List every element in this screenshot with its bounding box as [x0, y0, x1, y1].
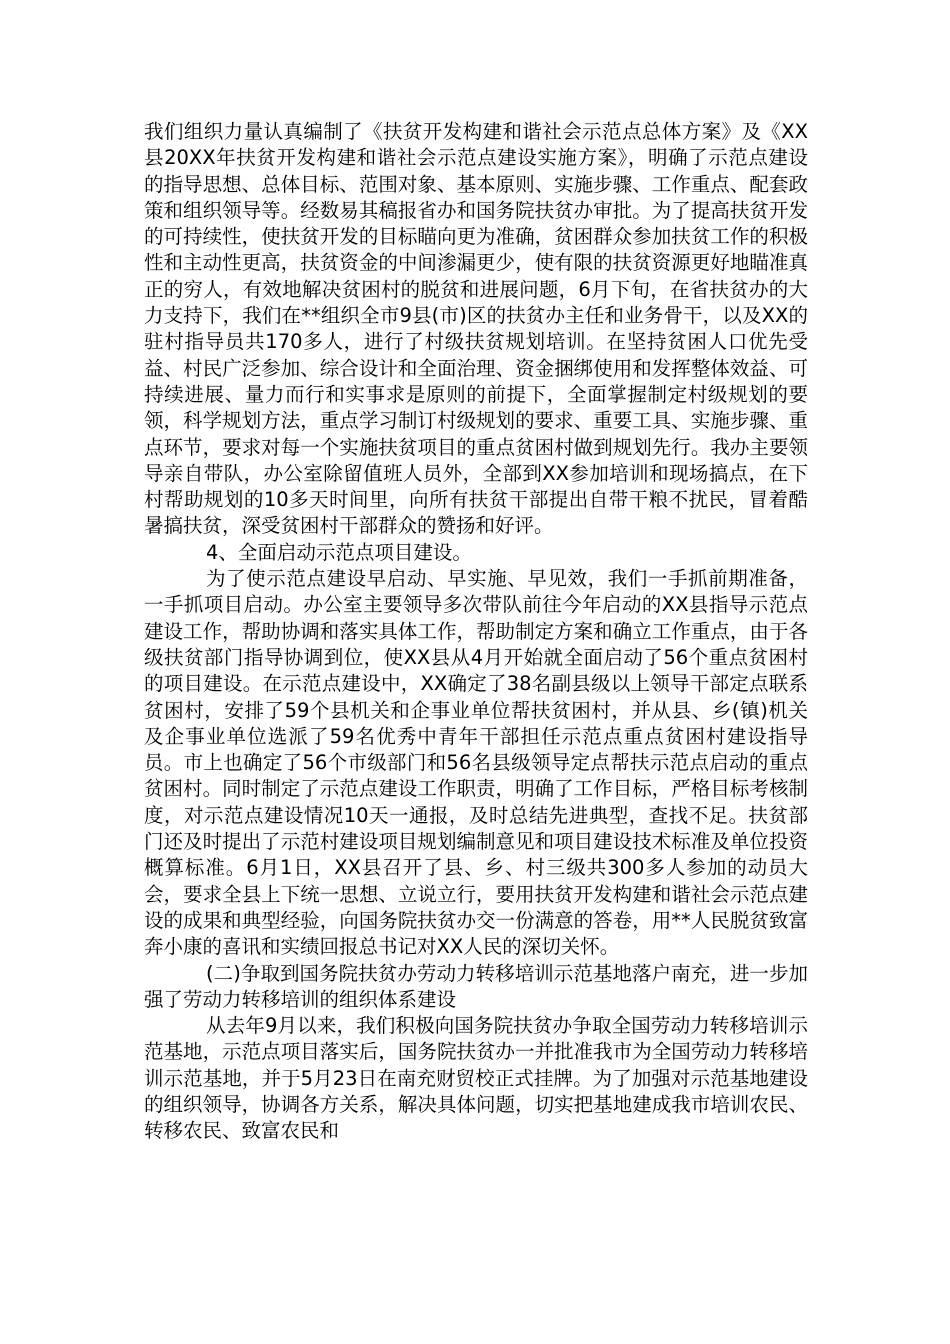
paragraph-section-heading-2: (二)争取到国务院扶贫办劳动力转移培训示范基地落户南充，进一步加强了劳动力转移培训的组织体系建设 — [144, 961, 808, 1011]
paragraph-training-base: 从去年9月以来，我们积极向国务院扶贫办争取全国劳动力转移培训示范基地，示范点项目落实后，国务院扶贫办一并批准我市为全国劳动力转移培训示范基地，并于5月23日在南充财贸校正式挂牌。为了加强对示范基地建设的组织领导，协调各方关系，解决具体问题，切实把基地建成我市培训农民、转移农民、致富农民和 — [144, 1014, 808, 1143]
paragraph-plan-compilation: 我们组织力量认真编制了《扶贫开发构建和谐社会示范点总体方案》及《XX县20XX年扶贫开发构建和谐社会示范点建设实施方案》，明确了示范点建设的指导思想、总体目标、范围对象、基本原则、实施步骤、工作重点、配套政策和组织领导等。经数易其稿报省办和国务院扶贫办审批。为了提高扶贫开发的可持续性，使扶贫开发的目标瞄向更为准确，贫困群众参加扶贫工作的积极性和主动性更高，扶贫资金的中间渗漏更少，使有限的扶贫资源更好地瞄准真正的穷人，有效地解决贫困村的脱贫和进展问题，6月下旬，在省扶贫办的大力支持下，我们在**组织全市9县(市)区的扶贫办主任和业务骨干，以及XX的驻村指导员共170多人，进行了村级扶贫规划培训。在坚持贫困人口优先受益、村民广泛参加、综合设计和全面治理、资金捆绑使用和发挥整体效益、可持续进展、量力而行和实事求是原则的前提下，全面掌握制定村级规划的要领，科学规划方法，重点学习制订村级规划的要求、重要工具、实施步骤、重点环节，要求对每一个实施扶贫项目的重点贫困村做到规划先行。我办主要领导亲自带队，办公室除留值班人员外，全部到XX参加培训和现场搞点，在下村帮助规划的10多天时间里，向所有扶贫干部提出自带干粮不扰民，冒着酷暑搞扶贫，深受贫困村干部群众的赞扬和好评。 — [144, 120, 808, 538]
paragraph-section-heading-4: 4、全面启动示范点项目建设。 — [206, 540, 472, 564]
document-body — [144, 119, 808, 1145]
paragraph-project-launch: 为了使示范点建设早启动、早实施、早见效，我们一手抓前期准备，一手抓项目启动。办公室主要领导多次带队前往今年启动的XX县指导示范点建设工作，帮助协调和落实具体工作，帮助制定方案和确立工作重点，由于各级扶贫部门指导协调到位，使XX县从4月开始就全面启动了56个重点贫困村的项目建设。在示范点建设中，XX确定了38名副县级以上领导干部定点联系贫困村，安排了59个县机关和企事业单位帮扶贫困村，并从县、乡(镇)机关及企事业单位选派了59名优秀中青年干部担任示范点重点贫困村建设指导员。市上也确定了56个市级部门和56名县级领导定点帮扶示范点启动的重点贫困村。同时制定了示范点建设工作职责，明确了工作目标，严格目标考核制度，对示范点建设情况10天一通报，及时总结先进典型，查找不足。扶贫部门还及时提出了示范村建设项目规划编制意见和项目建设技术标准及单位投资概算标准。6月1日，XX县召开了县、乡、村三级共300多人参加的动员大会，要求全县上下统一思想、立说立行，要用扶贫开发构建和谐社会示范点建设的成果和典型经验，向国务院扶贫办交一份满意的答卷，用**人民脱贫致富奔小康的喜讯和实绩回报总书记对XX人民的深切关怀。 — [144, 567, 808, 959]
